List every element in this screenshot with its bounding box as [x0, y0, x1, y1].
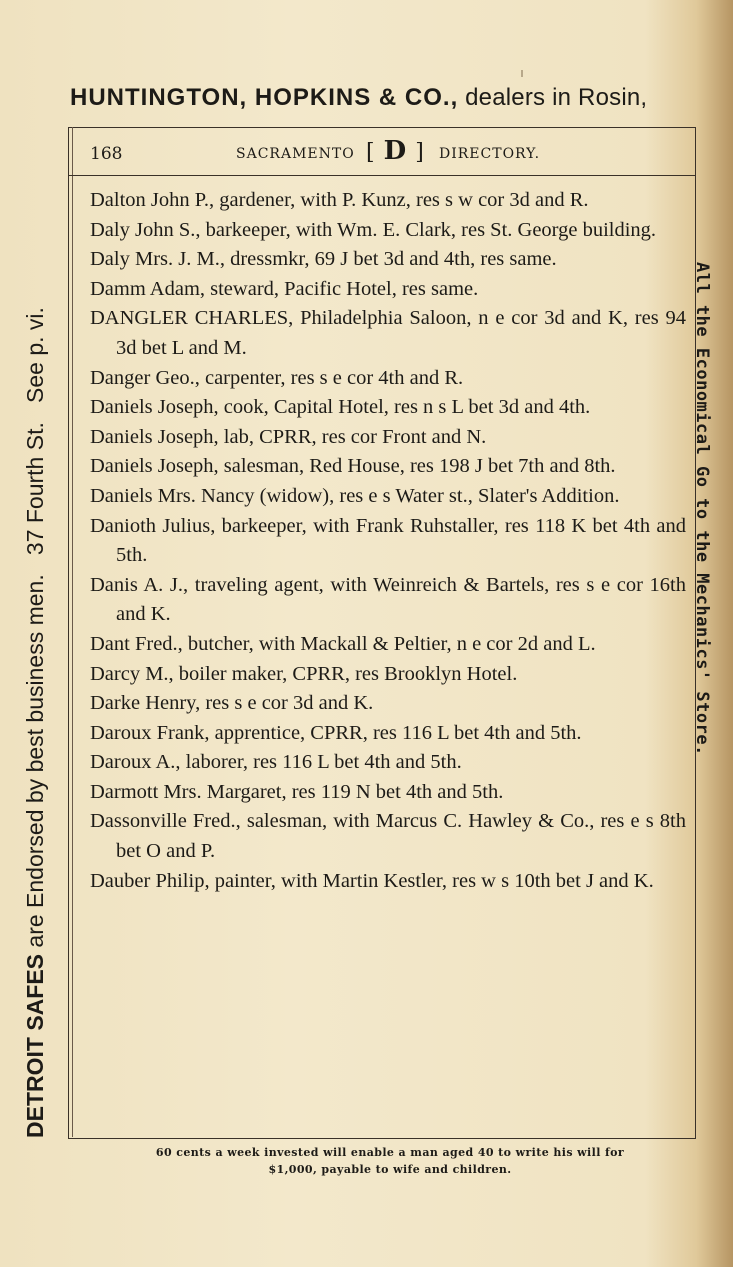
bracket-close: ] — [415, 140, 424, 165]
paper-mark — [521, 70, 523, 77]
frame-inner-rule — [72, 127, 73, 1137]
header-city: SACRAMENTO — [236, 146, 355, 162]
directory-entry: DANGLER CHARLES, Philadelphia Saloon, n e cor 3d and K, res 94 3d bet L and M. — [90, 307, 686, 359]
page-number: 168 — [90, 144, 123, 164]
footer-line-2: $1,000, payable to wife and children. — [268, 1163, 512, 1176]
header-title: DIRECTORY. — [439, 146, 541, 162]
footer-line-1: 60 cents a week invested will enable a man aged 40 to write his will for — [155, 1146, 625, 1159]
directory-entry: Daroux A., laborer, res 116 L bet 4th and 5th. — [90, 751, 462, 774]
directory-entry: Danioth Julius, barkeeper, with Frank Ruhstaller, res 118 K bet 4th and 5th. — [90, 514, 686, 567]
directory-entry: Darmott Mrs. Margaret, res 119 N bet 4th and 5th. — [90, 780, 504, 803]
directory-entry: Dassonville Fred., salesman, with Marcus C. Hawley & Co., res e s 8th bet O and P. — [90, 810, 686, 863]
directory-entry: Daly Mrs. J. M., dressmkr, 69 J bet 3d and 4th, res same. — [90, 248, 557, 271]
directory-entry: Dauber Philip, painter, with Martin Kestler, res w s 10th bet J and K. — [90, 869, 654, 892]
left-ad-brand: DETROIT SAFES — [22, 953, 48, 1138]
directory-entry: Daniels Joseph, salesman, Red House, res 198 J bet 7th and 8th. — [90, 455, 616, 478]
directory-entry: Danis A. J., traveling agent, with Weinreich & Bartels, res s e cor 16th and K. — [90, 573, 686, 626]
directory-entry: Daniels Mrs. Nancy (widow), res e s Water st., Slater's Addition. — [90, 484, 620, 507]
directory-entries — [90, 186, 686, 896]
right-ad-text: All the Economical Go to the Mechanics' Store. — [692, 262, 712, 756]
directory-entry: Damm Adam, steward, Pacific Hotel, res same. — [90, 277, 479, 300]
directory-entry: Danger Geo., carpenter, res s e cor 4th and R. — [90, 366, 464, 389]
directory-entry: Daly John S., barkeeper, with Wm. E. Clark, res St. George building. — [90, 218, 657, 241]
directory-entry: Darke Henry, res s e cor 3d and K. — [90, 692, 374, 715]
directory-entry: Dalton John P., gardener, with P. Kunz, res s w cor 3d and R. — [90, 189, 589, 211]
footer-advertisement — [90, 1144, 690, 1178]
advertiser-name: HUNTINGTON, HOPKINS & CO., — [70, 84, 459, 111]
running-header — [90, 136, 690, 172]
section-letter: D — [383, 136, 407, 166]
directory-entry: Dant Fred., butcher, with Mackall & Peltier, n e cor 2d and L. — [90, 632, 596, 655]
advertisement-text: dealers in Rosin, — [458, 84, 648, 111]
bracket-open: [ — [366, 140, 375, 165]
left-ad-text: are Endorsed by best business men. 37 Fourth St. See p. vi. — [22, 307, 48, 954]
top-advertisement — [70, 84, 700, 112]
directory-entry: Daniels Joseph, cook, Capital Hotel, res n s L bet 3d and 4th. — [90, 396, 591, 419]
header-rule — [68, 175, 695, 176]
directory-entry: Daniels Joseph, lab, CPRR, res cor Front and N. — [90, 425, 487, 448]
directory-entry: Darcy M., boiler maker, CPRR, res Brooklyn Hotel. — [90, 662, 518, 685]
left-margin-advertisement — [10, 138, 60, 1138]
header-section-letter — [366, 136, 424, 166]
directory-entry: Daroux Frank, apprentice, CPRR, res 116 L bet 4th and 5th. — [90, 721, 582, 744]
